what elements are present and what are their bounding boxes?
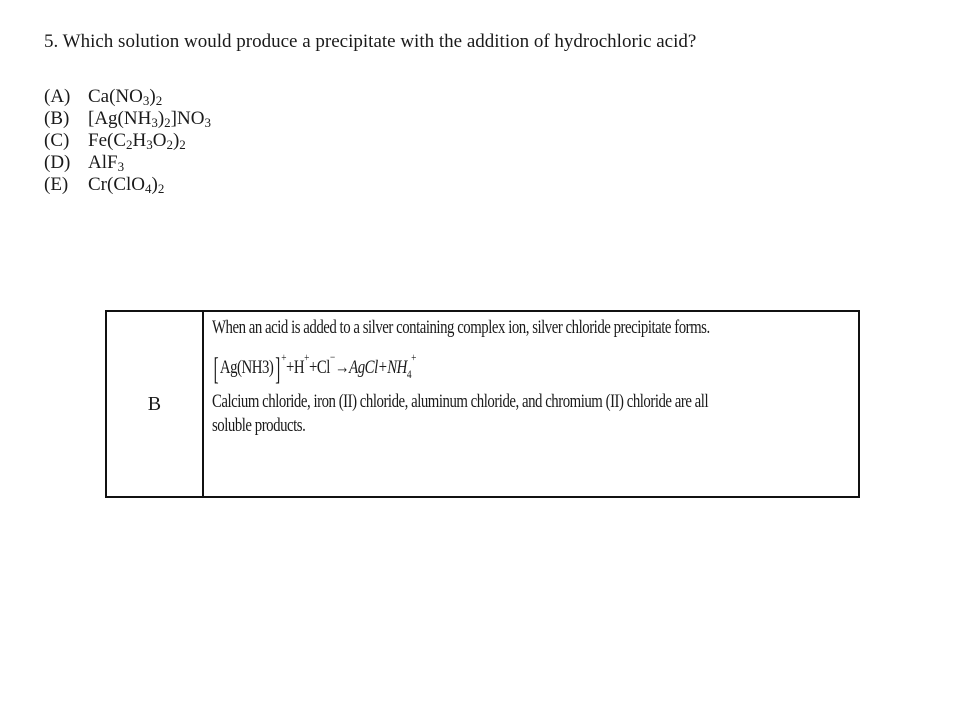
answer-table [105, 310, 860, 498]
option-c [44, 130, 211, 152]
answer-letter: B [147, 392, 162, 415]
right-bracket: ] [274, 350, 280, 386]
chloride-ion: +Cl [308, 357, 330, 378]
option-formula: $Ca(NO_3)_2$ [88, 86, 163, 108]
hydrogen-ion: +H [285, 357, 305, 378]
explanation-cell [204, 312, 858, 496]
option-formula: $Cr(ClO_4)_2$ [88, 174, 165, 196]
reaction-equation [212, 350, 850, 386]
option-e [44, 174, 211, 196]
option-a [44, 86, 211, 108]
answer-options [44, 86, 211, 196]
explanation-line-1: When an acid is added to a silver containing complex ion, silver chloride precipitate forms. [211, 317, 710, 338]
hydrogen-charge: + [304, 350, 309, 364]
question-text: 5. Which solution would produce a precipitate with the addition of hydrochloric acid? [44, 31, 697, 52]
option-formula: $Fe(C_2H_3O_2)_2$ [88, 130, 186, 152]
option-formula: $[Ag(NH_3)_2]NO_3$ [88, 108, 211, 130]
explanation-line-3: soluble products. [211, 415, 306, 436]
option-letter: (C) [44, 130, 70, 151]
explanation-line-2: Calcium chloride, iron (II) chloride, aluminum chloride, and chromium (II) chloride are all [211, 391, 708, 412]
option-letter: (B) [44, 108, 70, 129]
option-b [44, 108, 211, 130]
option-letter: (A) [44, 86, 71, 107]
ammonium-subscript: 4 [406, 366, 412, 381]
option-d [44, 152, 211, 174]
complex-ion: Ag(NH3) [219, 357, 274, 378]
reaction-arrow: → [334, 357, 350, 378]
chloride-charge: − [329, 350, 335, 364]
complex-charge: + [281, 350, 286, 364]
left-bracket: [ [213, 350, 219, 386]
option-letter: (D) [44, 152, 71, 173]
option-letter: (E) [44, 174, 69, 195]
reaction-products: AgCl+NH [349, 357, 407, 378]
option-formula: AlF$_3$ [88, 152, 125, 174]
answer-letter-cell [107, 312, 204, 496]
ammonium-charge: + [411, 350, 416, 364]
